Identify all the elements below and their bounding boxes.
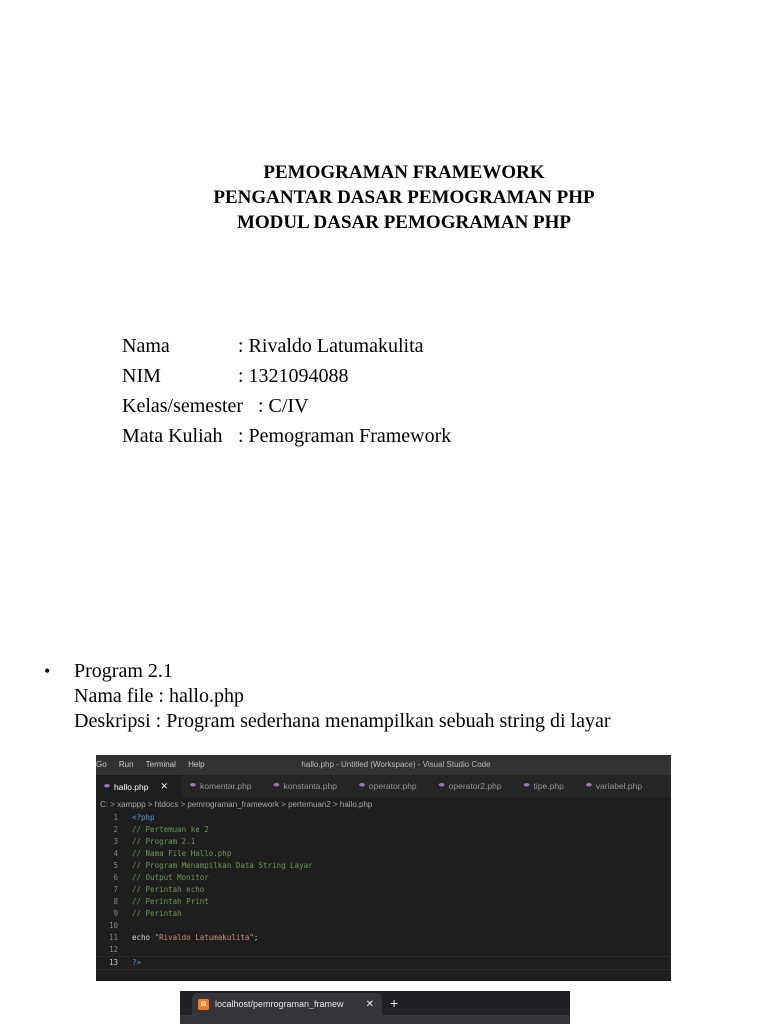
php-icon: ⬬ xyxy=(523,782,530,789)
tab-label: variabel.php xyxy=(595,781,643,791)
code-line xyxy=(96,908,671,920)
tab-variabel[interactable] xyxy=(578,775,656,797)
line-number: 7 xyxy=(113,885,118,894)
php-icon: ⬬ xyxy=(190,782,197,789)
identity-value: : Rivaldo Latumakulita xyxy=(238,335,424,357)
tab-konstanta[interactable] xyxy=(266,775,351,797)
code-text: // Perintah xyxy=(132,909,182,918)
program-description xyxy=(44,659,611,734)
identity-row-nim xyxy=(122,361,451,391)
tab-label: operator2.php xyxy=(448,781,502,791)
tab-hallo[interactable] xyxy=(96,775,182,797)
line-number: 9 xyxy=(113,909,118,918)
tab-label: hallo.php xyxy=(113,781,149,792)
menu-go[interactable]: Go xyxy=(96,760,107,769)
browser-tab[interactable] xyxy=(192,993,382,1015)
vscode-screenshot xyxy=(96,755,671,981)
code-line xyxy=(96,944,671,956)
tab-label: konstanta.php xyxy=(283,781,337,791)
tab-operator2[interactable] xyxy=(431,775,516,797)
code-line xyxy=(96,872,671,884)
code-line xyxy=(96,848,671,860)
code-punct: ; xyxy=(253,933,259,942)
line-number: 10 xyxy=(108,921,118,930)
tab-label: operator.php xyxy=(368,781,417,791)
menu-run[interactable]: Run xyxy=(118,760,134,769)
code-line xyxy=(96,860,671,872)
program-desc: Deskripsi : Program sederhana menampilkan sebuah string di layar xyxy=(74,710,611,732)
line-number: 12 xyxy=(108,945,118,954)
tab-operator[interactable] xyxy=(351,775,431,797)
identity-row-matakuliah xyxy=(122,421,451,451)
tab-label: komentar.php xyxy=(200,781,252,791)
identity-key: NIM xyxy=(122,365,161,387)
browser-screenshot xyxy=(180,991,570,1024)
tab-komentar[interactable] xyxy=(182,775,266,797)
code-text: // Output Monitor xyxy=(132,873,209,882)
xampp-icon: ⊠ xyxy=(198,999,209,1010)
code-text: // Program 2.1 xyxy=(132,837,196,846)
document-title xyxy=(0,160,768,235)
student-identity xyxy=(122,331,451,451)
identity-row-kelas xyxy=(122,391,451,421)
title-line-3: MODUL DASAR PEMOGRAMAN PHP xyxy=(236,212,572,233)
tab-label: tipe.php xyxy=(533,781,564,791)
code-keyword: echo xyxy=(132,933,155,942)
editor-tabs xyxy=(96,775,671,797)
code-text: // Perintah Print xyxy=(132,897,209,906)
code-line xyxy=(96,920,671,932)
identity-key: Kelas/semester xyxy=(122,395,244,417)
code-editor[interactable] xyxy=(96,812,671,970)
browser-tab-title: localhost/pemrograman_framew xyxy=(215,999,344,1009)
identity-value: : C/IV xyxy=(258,395,309,417)
line-number: 13 xyxy=(108,958,118,967)
program-file: Nama file : hallo.php xyxy=(74,685,244,707)
code-line xyxy=(96,824,671,836)
line-number: 6 xyxy=(113,873,118,882)
tab-tipe[interactable] xyxy=(516,775,578,797)
code-line xyxy=(96,884,671,896)
identity-value: : 1321094088 xyxy=(238,365,349,387)
code-text: ?> xyxy=(132,958,142,967)
identity-key: Nama xyxy=(122,335,170,357)
php-icon: ⬬ xyxy=(585,782,592,789)
code-line xyxy=(96,896,671,908)
php-icon: ⬬ xyxy=(273,782,280,789)
address-bar[interactable] xyxy=(180,1015,570,1024)
program-name: Program 2.1 xyxy=(74,660,173,682)
php-icon: ⬬ xyxy=(358,782,365,789)
menu-help[interactable]: Help xyxy=(188,760,205,769)
code-line-current xyxy=(96,956,671,970)
code-line xyxy=(96,836,671,848)
line-number: 1 xyxy=(113,813,118,822)
close-icon[interactable]: ✕ xyxy=(160,781,169,791)
php-icon: ⬬ xyxy=(438,782,445,789)
line-number: 11 xyxy=(108,933,118,942)
line-number: 4 xyxy=(113,849,118,858)
code-text: // Program Menampilkan Data String Layar xyxy=(132,861,313,870)
code-text: // Nama File Hallo.php xyxy=(132,849,232,858)
title-line-2: PENGANTAR DASAR PEMOGRAMAN PHP xyxy=(213,187,595,208)
php-icon: ⬬ xyxy=(104,782,110,790)
identity-value: : Pemograman Framework xyxy=(238,425,452,447)
breadcrumb[interactable]: C: > xamppp > htdocs > pemrograman_framework > pertemuan2 > hallo.php xyxy=(100,800,373,809)
code-text: // Perintah echo xyxy=(132,885,205,894)
line-number: 3 xyxy=(113,837,118,846)
bullet-icon: • xyxy=(44,661,51,681)
vscode-menubar xyxy=(96,755,671,775)
code-text: <?php xyxy=(132,813,155,822)
new-tab-icon[interactable]: + xyxy=(390,995,399,1011)
code-text: // Pertemuan ke 2 xyxy=(132,825,209,834)
menu-terminal[interactable]: Terminal xyxy=(145,760,176,769)
line-number: 5 xyxy=(113,861,118,870)
line-number: 2 xyxy=(113,825,118,834)
title-line-1: PEMOGRAMAN FRAMEWORK xyxy=(263,162,545,183)
close-icon[interactable]: ✕ xyxy=(365,998,374,1010)
identity-key: Mata Kuliah xyxy=(122,425,223,447)
code-line xyxy=(96,932,671,944)
line-number: 8 xyxy=(113,897,118,906)
window-title: hallo.php - Untitled (Workspace) - Visual Studio Code xyxy=(301,760,491,769)
code-line xyxy=(96,812,671,824)
code-string: "Rivaldo Latumakulita" xyxy=(154,933,254,942)
identity-row-nama xyxy=(122,331,451,361)
